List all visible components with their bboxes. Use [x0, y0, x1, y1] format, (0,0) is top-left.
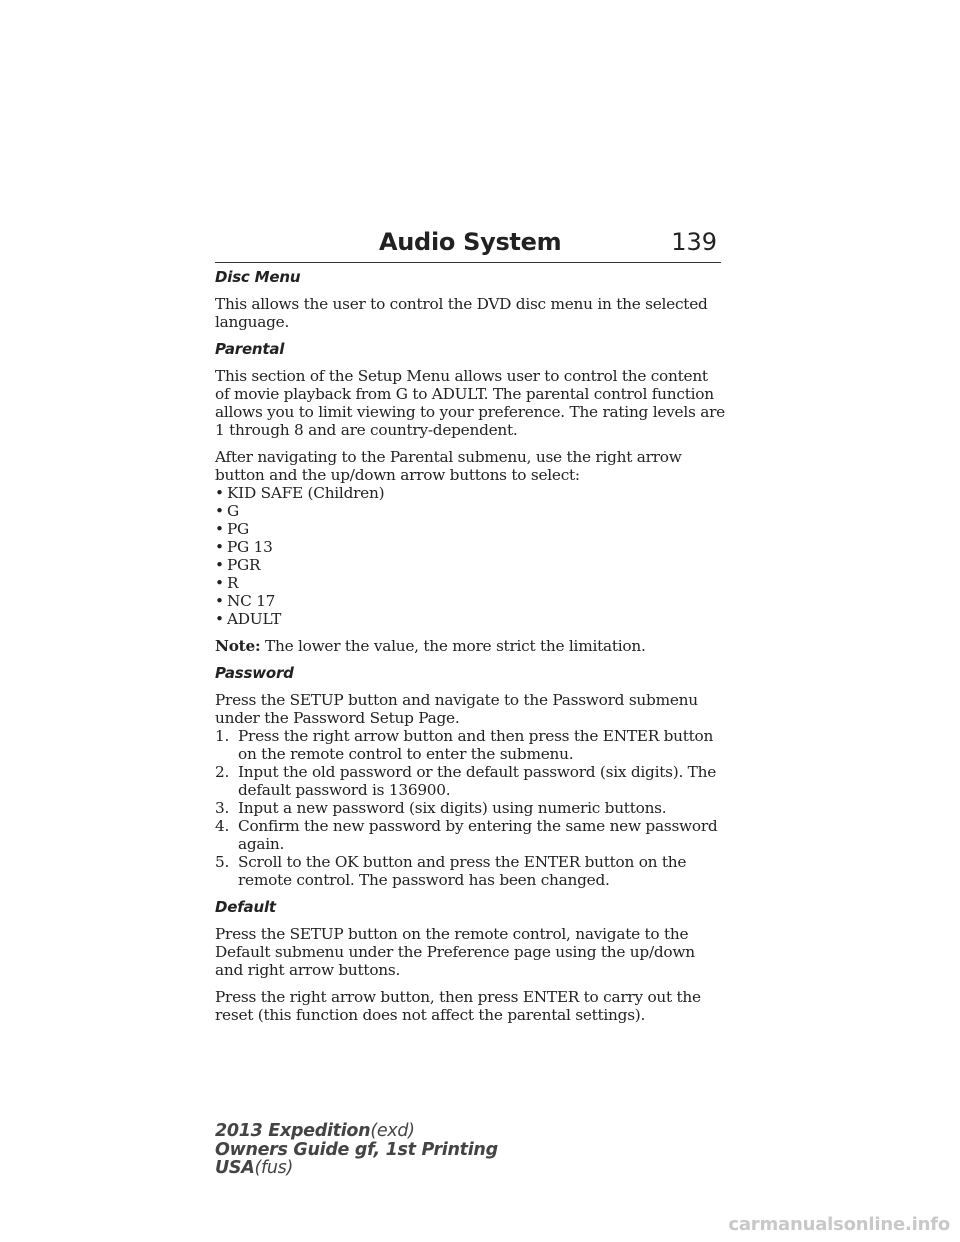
note-label: Note:	[215, 637, 261, 655]
document-footer	[215, 1122, 498, 1178]
parental-paragraph-1: This section of the Setup Menu allows user to control the content of movie playback from G to ADULT. The parental control function allows you to limit viewing to your preference. The rating levels are 1 through 8 and are country-dependent.	[215, 367, 725, 439]
list-item	[215, 502, 725, 520]
list-item	[215, 817, 725, 853]
rating-list	[215, 484, 725, 628]
rating-label: PGR	[227, 556, 261, 574]
bullet-icon: •	[215, 502, 224, 520]
disc-menu-text: This allows the user to control the DVD disc menu in the selected language.	[215, 295, 708, 331]
list-item	[215, 574, 725, 592]
step-number: 1.	[215, 727, 230, 745]
page-number: 139	[671, 228, 717, 256]
page-content	[215, 268, 725, 1033]
step-number: 5.	[215, 853, 230, 871]
page-header	[215, 226, 721, 263]
rating-label: PG	[227, 520, 250, 538]
step-text: Scroll to the OK button and press the ENTER button on the remote control. The password has been changed.	[238, 853, 687, 889]
step-number: 4.	[215, 817, 230, 835]
rating-label: G	[227, 502, 239, 520]
rating-label: NC 17	[227, 592, 276, 610]
list-item	[215, 592, 725, 610]
step-text: Input a new password (six digits) using numeric buttons.	[238, 799, 667, 817]
page-title: Audio System	[379, 228, 562, 256]
heading-parental: Parental	[215, 340, 285, 358]
heading-password: Password	[215, 664, 294, 682]
list-item	[215, 610, 725, 628]
list-item	[215, 763, 725, 799]
footer-model: 2013 Expedition	[215, 1121, 371, 1141]
rating-label: ADULT	[227, 610, 282, 628]
note-text: The lower the value, the more strict the limitation.	[265, 637, 646, 655]
list-item	[215, 799, 725, 817]
note	[215, 637, 725, 655]
list-item	[215, 727, 725, 763]
list-item	[215, 538, 725, 556]
list-item	[215, 484, 725, 502]
list-item	[215, 520, 725, 538]
rating-label: PG 13	[227, 538, 273, 556]
bullet-icon: •	[215, 610, 224, 628]
bullet-icon: •	[215, 592, 224, 610]
step-number: 3.	[215, 799, 230, 817]
footer-market-code: (fus)	[254, 1158, 293, 1178]
password-intro: Press the SETUP button and navigate to the Password submenu under the Password Setup Page.	[215, 691, 698, 727]
footer-line-2	[215, 1141, 498, 1160]
default-paragraph-1: Press the SETUP button on the remote control, navigate to the Default submenu under the Preference page using the up/down and right arrow buttons.	[215, 925, 695, 979]
list-item	[215, 556, 725, 574]
heading-disc-menu: Disc Menu	[215, 268, 301, 286]
footer-market: USA	[215, 1158, 255, 1178]
step-number: 2.	[215, 763, 230, 781]
bullet-icon: •	[215, 556, 224, 574]
footer-line-1	[215, 1122, 498, 1141]
default-paragraph-2: Press the right arrow button, then press ENTER to carry out the reset (this function does not affect the parental settings).	[215, 988, 701, 1024]
step-text: Input the old password or the default password (six digits). The default password is 136900.	[238, 763, 717, 799]
parental-paragraph-2: After navigating to the Parental submenu, use the right arrow button and the up/down arrow buttons to select:	[215, 448, 682, 484]
heading-default: Default	[215, 898, 276, 916]
bullet-icon: •	[215, 484, 224, 502]
step-text: Press the right arrow button and then press the ENTER button on the remote control to enter the submenu.	[238, 727, 714, 763]
bullet-icon: •	[215, 574, 224, 592]
password-steps	[215, 727, 725, 889]
watermark-link[interactable]: carmanualsonline.info	[728, 1214, 950, 1235]
bullet-icon: •	[215, 520, 224, 538]
footer-model-code: (exd)	[370, 1121, 415, 1141]
footer-guide: Owners Guide gf, 1st Printing	[215, 1139, 498, 1160]
footer-line-3	[215, 1159, 498, 1178]
step-text: Confirm the new password by entering the same new password again.	[238, 817, 718, 853]
list-item	[215, 853, 725, 889]
bullet-icon: •	[215, 538, 224, 556]
rating-label: R	[227, 574, 239, 592]
rating-label: KID SAFE (Children)	[227, 484, 385, 502]
